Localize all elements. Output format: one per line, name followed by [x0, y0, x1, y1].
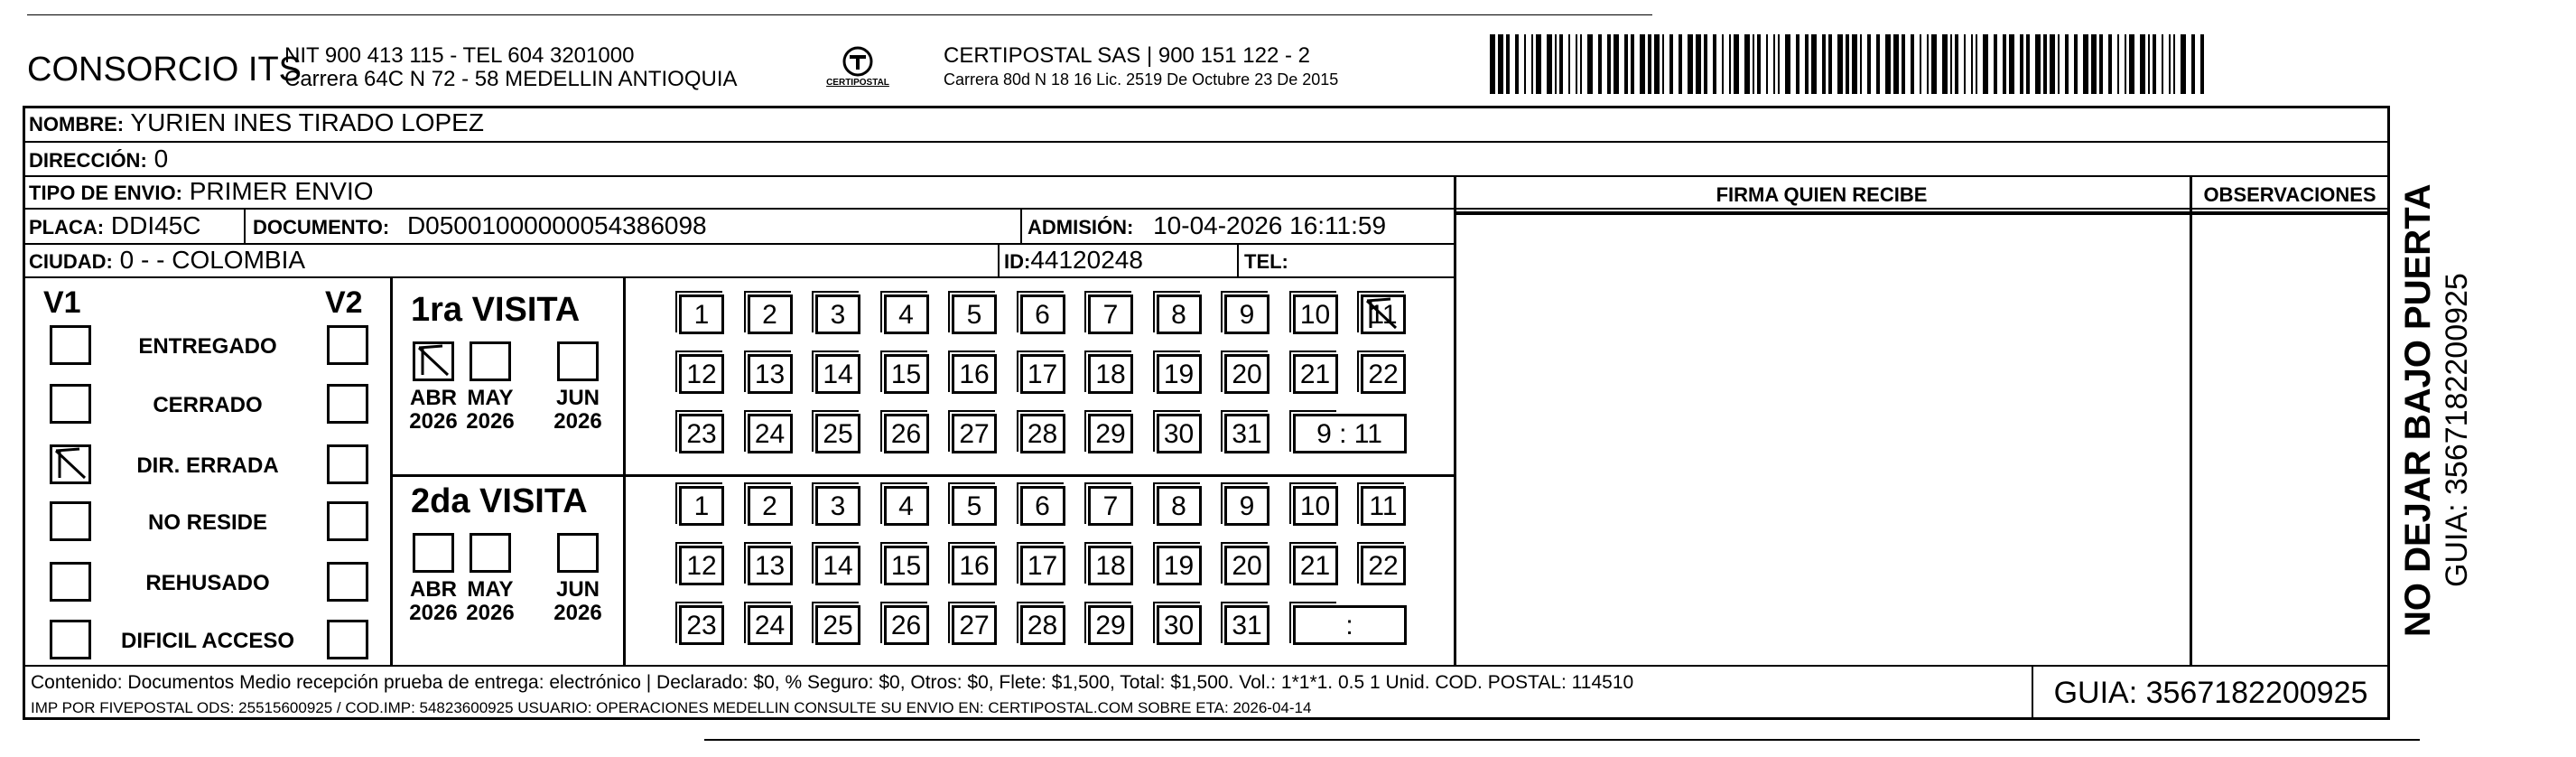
day-box[interactable]: 5 — [952, 486, 997, 526]
day-box[interactable]: 7 — [1088, 294, 1133, 334]
month-checkbox[interactable] — [470, 341, 511, 381]
id-row — [1004, 246, 1143, 275]
day-box[interactable]: 21 — [1293, 546, 1338, 585]
day-box[interactable]: 8 — [1157, 486, 1202, 526]
month-checkbox[interactable] — [557, 533, 599, 573]
day-box[interactable]: 23 — [679, 414, 724, 453]
month-year: 2026 — [553, 601, 602, 625]
month-year: 2026 — [409, 409, 458, 434]
month-name: ABR — [410, 577, 457, 602]
side-guia: GUIA: 3567182200925 — [2440, 273, 2474, 587]
day-box[interactable]: 4 — [884, 294, 929, 334]
day-box[interactable]: 20 — [1224, 354, 1269, 394]
day-box[interactable]: 10 — [1293, 486, 1338, 526]
tel-label: TEL: — [1244, 250, 1288, 273]
v2-checkbox[interactable] — [327, 444, 368, 484]
status-label: CERRADO — [153, 393, 263, 417]
day-box[interactable]: 17 — [1020, 546, 1065, 585]
city-value: 0 - - COLOMBIA — [119, 246, 306, 274]
month-year: 2026 — [553, 409, 602, 434]
signature-area[interactable] — [1456, 215, 2188, 663]
day-box[interactable]: 24 — [748, 605, 793, 645]
month-year: 2026 — [409, 601, 458, 625]
day-box[interactable]: 9 — [1224, 486, 1269, 526]
day-box[interactable]: 1 — [679, 486, 724, 526]
admission-label: ADMISIÓN: — [1028, 216, 1134, 238]
day-box[interactable]: 13 — [748, 354, 793, 394]
company-name: CONSORCIO ITS — [27, 51, 302, 89]
status-label: NO RESIDE — [147, 510, 268, 535]
day-box[interactable]: 11 — [1361, 486, 1406, 526]
admission-row — [1028, 211, 1386, 240]
status-label: DIFICIL ACCESO — [120, 629, 294, 653]
day-box[interactable]: 29 — [1088, 414, 1133, 453]
nit-line: NIT 900 413 115 - TEL 604 3201000 — [284, 43, 635, 68]
plate-row — [29, 211, 200, 240]
day-box[interactable]: 12 — [679, 546, 724, 585]
name-value: YURIEN INES TIRADO LOPEZ — [130, 108, 484, 136]
v1-checkbox[interactable] — [50, 562, 91, 602]
day-box[interactable]: 15 — [884, 546, 929, 585]
v1-checkbox[interactable] — [50, 325, 91, 365]
certipostal-line: CERTIPOSTAL SAS | 900 151 122 - 2 — [944, 43, 1310, 68]
v1-checkbox[interactable] — [50, 444, 91, 484]
address-value: 0 — [153, 145, 169, 173]
day-box[interactable]: 20 — [1224, 546, 1269, 585]
day-box[interactable]: 27 — [952, 414, 997, 453]
admission-value: 10-04-2026 16:11:59 — [1153, 211, 1387, 239]
day-box[interactable]: 5 — [952, 294, 997, 334]
day-box[interactable]: 3 — [815, 294, 860, 334]
day-box[interactable]: 15 — [884, 354, 929, 394]
day-box[interactable]: 22 — [1361, 354, 1406, 394]
day-box[interactable]: 6 — [1020, 294, 1065, 334]
status-label: DIR. ERRADA — [136, 453, 279, 478]
side-warning: NO DEJAR BAJO PUERTA — [2398, 183, 2438, 637]
send-type-row — [29, 177, 374, 206]
day-box[interactable]: 28 — [1020, 605, 1065, 645]
name-label: NOMBRE: — [29, 113, 125, 136]
day-box[interactable]: 28 — [1020, 414, 1065, 453]
v1-checkbox[interactable] — [50, 384, 91, 424]
month-name: MAY — [467, 577, 514, 602]
day-box[interactable]: 19 — [1157, 354, 1202, 394]
id-label: ID: — [1004, 250, 1031, 273]
month-name: MAY — [467, 386, 514, 410]
visit1-title: 1ra VISITA — [411, 291, 581, 329]
day-box[interactable]: 13 — [748, 546, 793, 585]
day-box[interactable]: 2 — [748, 294, 793, 334]
day-box[interactable]: 25 — [815, 605, 860, 645]
logo-text: CERTIPOSTAL — [826, 78, 889, 88]
month-checkbox[interactable] — [413, 533, 454, 573]
v2-checkbox[interactable] — [327, 562, 368, 602]
address-line: Carrera 64C N 72 - 58 MEDELLIN ANTIOQUIA — [284, 67, 738, 91]
license-line: Carrera 80d N 18 16 Lic. 2519 De Octubre 23 De 2015 — [944, 70, 1339, 89]
side-text — [2397, 95, 2475, 637]
day-box[interactable]: 10 — [1293, 294, 1338, 334]
v1-label: V1 — [43, 285, 81, 320]
month-label — [551, 578, 605, 625]
send-type-value: PRIMER ENVIO — [189, 177, 374, 205]
day-box[interactable]: 30 — [1157, 605, 1202, 645]
day-box[interactable]: 18 — [1088, 354, 1133, 394]
v2-checkbox[interactable] — [327, 620, 368, 659]
day-box[interactable]: 12 — [679, 354, 724, 394]
document-label: DOCUMENTO: — [253, 216, 390, 238]
month-label — [551, 387, 605, 434]
month-year: 2026 — [466, 601, 515, 625]
day-box[interactable]: 14 — [815, 546, 860, 585]
month-label — [406, 578, 460, 625]
address-label: DIRECCIÓN: — [29, 149, 147, 172]
time-box[interactable]: : — [1293, 605, 1407, 645]
document-row — [253, 211, 707, 240]
month-checkbox[interactable] — [557, 341, 599, 381]
day-box[interactable]: 22 — [1361, 546, 1406, 585]
day-box[interactable]: 26 — [884, 605, 929, 645]
day-box[interactable]: 18 — [1088, 546, 1133, 585]
footer-guia: GUIA: 3567182200925 — [2053, 676, 2368, 710]
plate-value: DDI45C — [110, 211, 201, 239]
day-box[interactable]: 29 — [1088, 605, 1133, 645]
day-box[interactable]: 2 — [748, 486, 793, 526]
certipostal-logo — [817, 43, 898, 98]
month-label — [463, 578, 517, 625]
day-box[interactable]: 25 — [815, 414, 860, 453]
day-box[interactable]: 17 — [1020, 354, 1065, 394]
month-checkbox[interactable] — [413, 341, 454, 381]
month-name: JUN — [555, 577, 600, 602]
day-box[interactable]: 16 — [952, 546, 997, 585]
document-value: D05001000000054386098 — [406, 211, 707, 239]
status-label: REHUSADO — [145, 571, 270, 595]
observations-area[interactable] — [2192, 215, 2388, 663]
day-box[interactable]: 26 — [884, 414, 929, 453]
observations-header: OBSERVACIONES — [2203, 183, 2376, 206]
day-box[interactable]: 23 — [679, 605, 724, 645]
v2-checkbox[interactable] — [327, 501, 368, 541]
day-box[interactable]: 3 — [815, 486, 860, 526]
month-checkbox[interactable] — [470, 533, 511, 573]
v1-checkbox[interactable] — [50, 620, 91, 659]
v2-label: V2 — [325, 285, 363, 320]
signature-header: FIRMA QUIEN RECIBE — [1716, 183, 1928, 206]
day-box[interactable]: 1 — [679, 294, 724, 334]
month-label — [463, 387, 517, 434]
day-box[interactable]: 8 — [1157, 294, 1202, 334]
day-box[interactable]: 31 — [1224, 605, 1269, 645]
v1-checkbox[interactable] — [50, 501, 91, 541]
name-row — [29, 108, 484, 137]
id-value: 44120248 — [1030, 246, 1143, 274]
day-box[interactable]: 6 — [1020, 486, 1065, 526]
day-box[interactable]: 24 — [748, 414, 793, 453]
imp-line: IMP POR FIVEPOSTAL ODS: 25515600925 / COD.IMP: 54823600925 USUARIO: OPERACIONES MEDELLIN CONSULTE SU ENVIO EN: CERTIPOSTAL.COM SOBRE ETA: 2026-04-14 — [31, 699, 1312, 716]
contents-line: Contenido: Documentos Medio recepción prueba de entrega: electrónico | Declarado: $0, % Seguro: $0, Otros: $0, Flete: $1,500, Total: $1,500. Vol.: 1*1*1. 0.5 1 Unid. COD. POSTAL: 114510 — [31, 672, 1634, 693]
status-label: ENTREGADO — [138, 334, 277, 359]
day-box[interactable]: 27 — [952, 605, 997, 645]
day-box[interactable]: 4 — [884, 486, 929, 526]
v2-checkbox[interactable] — [327, 325, 368, 365]
day-box[interactable]: 9 — [1224, 294, 1269, 334]
plate-label: PLACA: — [29, 216, 105, 238]
day-box[interactable]: 19 — [1157, 546, 1202, 585]
month-name: ABR — [410, 386, 457, 410]
month-year: 2026 — [466, 409, 515, 434]
time-box[interactable]: 9 : 11 — [1293, 414, 1407, 453]
month-name: JUN — [555, 386, 600, 410]
day-box[interactable]: 11 — [1361, 294, 1406, 334]
city-label: CIUDAD: — [29, 250, 113, 273]
barcode — [1490, 34, 2212, 94]
v2-checkbox[interactable] — [327, 384, 368, 424]
day-box[interactable]: 21 — [1293, 354, 1338, 394]
city-row — [29, 246, 305, 275]
visit2-title: 2da VISITA — [411, 482, 588, 520]
day-box[interactable]: 16 — [952, 354, 997, 394]
tel-row — [1244, 246, 1288, 275]
day-box[interactable]: 7 — [1088, 486, 1133, 526]
address-row — [29, 145, 168, 173]
day-box[interactable]: 14 — [815, 354, 860, 394]
day-box[interactable]: 30 — [1157, 414, 1202, 453]
send-type-label: TIPO DE ENVIO: — [29, 182, 182, 204]
day-box[interactable]: 31 — [1224, 414, 1269, 453]
month-label — [406, 387, 460, 434]
